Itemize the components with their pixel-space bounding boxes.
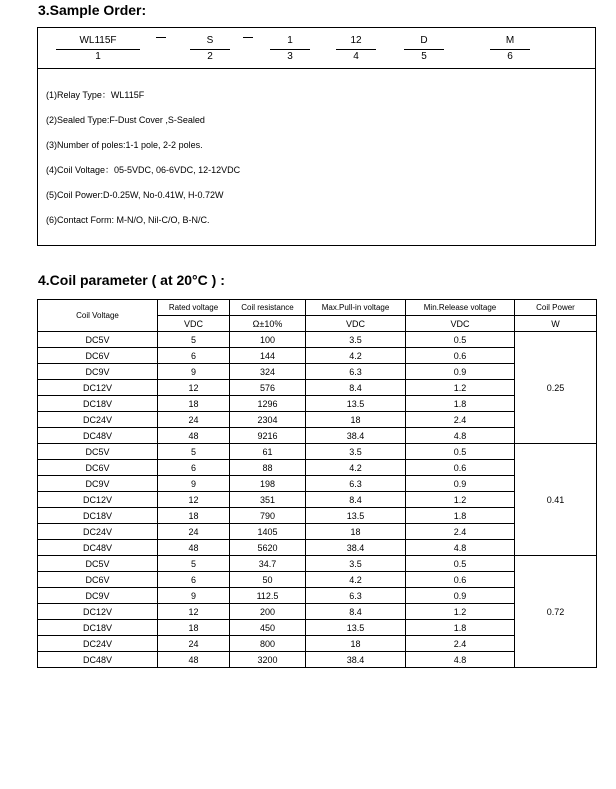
cell-rated-voltage: 5 (158, 444, 230, 460)
cell-release-voltage: 1.8 (406, 620, 515, 636)
cell-coil-resistance: 50 (230, 572, 306, 588)
cell-rated-voltage: 18 (158, 508, 230, 524)
cell-rated-voltage: 24 (158, 412, 230, 428)
cell-release-voltage: 0.5 (406, 444, 515, 460)
cell-pull-in-voltage: 8.4 (306, 492, 406, 508)
cell-pull-in-voltage: 38.4 (306, 428, 406, 444)
cell-pull-in-voltage: 8.4 (306, 604, 406, 620)
table-row (38, 396, 597, 412)
relay-type-description: (1)Relay Type：WL115F (46, 90, 145, 100)
unit-coil-resistance: Ω±10% (230, 316, 306, 332)
order-code-segment (490, 35, 530, 64)
table-row (38, 380, 597, 396)
cell-coil-resistance: 351 (230, 492, 306, 508)
cell-release-voltage: 0.6 (406, 460, 515, 476)
cell-coil-resistance: 5620 (230, 540, 306, 556)
unit-pull-in-voltage: VDC (306, 316, 406, 332)
cell-rated-voltage: 48 (158, 428, 230, 444)
cell-rated-voltage: 12 (158, 492, 230, 508)
table-row (38, 604, 597, 620)
cell-pull-in-voltage: 18 (306, 636, 406, 652)
cell-coil-voltage: DC48V (38, 652, 158, 668)
header-coil-resistance: Coil resistance (230, 300, 306, 316)
cell-coil-voltage: DC6V (38, 572, 158, 588)
cell-coil-voltage: DC48V (38, 428, 158, 444)
cell-coil-power: 0.72 (515, 556, 597, 668)
cell-coil-voltage: DC9V (38, 364, 158, 380)
cell-coil-resistance: 198 (230, 476, 306, 492)
cell-release-voltage: 4.8 (406, 652, 515, 668)
cell-coil-voltage: DC6V (38, 460, 158, 476)
cell-coil-voltage: DC6V (38, 348, 158, 364)
table-header-row (38, 300, 597, 316)
cell-coil-resistance: 61 (230, 444, 306, 460)
cell-coil-resistance: 88 (230, 460, 306, 476)
table-row (38, 412, 597, 428)
cell-pull-in-voltage: 3.5 (306, 556, 406, 572)
cell-coil-voltage: DC12V (38, 604, 158, 620)
order-code-index: 4 (353, 51, 359, 62)
cell-coil-voltage: DC24V (38, 412, 158, 428)
cell-coil-resistance: 450 (230, 620, 306, 636)
cell-coil-resistance: 1405 (230, 524, 306, 540)
cell-pull-in-voltage: 8.4 (306, 380, 406, 396)
cell-coil-resistance: 800 (230, 636, 306, 652)
cell-release-voltage: 0.9 (406, 476, 515, 492)
cell-release-voltage: 4.8 (406, 540, 515, 556)
cell-coil-voltage: DC9V (38, 476, 158, 492)
cell-release-voltage: 0.6 (406, 348, 515, 364)
cell-pull-in-voltage: 4.2 (306, 572, 406, 588)
cell-pull-in-voltage: 3.5 (306, 444, 406, 460)
cell-pull-in-voltage: 6.3 (306, 476, 406, 492)
order-code-value: M (490, 35, 530, 50)
cell-release-voltage: 1.2 (406, 380, 515, 396)
table-row (38, 492, 597, 508)
table-row (38, 636, 597, 652)
header-coil-voltage: Coil Voltage (38, 300, 158, 332)
table-row (38, 348, 597, 364)
cell-pull-in-voltage: 6.3 (306, 364, 406, 380)
contact-form-description: (6)Contact Form: M-N/O, Nil-C/O, B-N/C. (46, 215, 210, 225)
order-code-dash (156, 37, 166, 38)
cell-pull-in-voltage: 38.4 (306, 652, 406, 668)
cell-coil-voltage: DC12V (38, 380, 158, 396)
cell-coil-resistance: 34.7 (230, 556, 306, 572)
cell-coil-voltage: DC5V (38, 332, 158, 348)
cell-release-voltage: 2.4 (406, 636, 515, 652)
order-code-segment (404, 35, 444, 64)
cell-coil-resistance: 9216 (230, 428, 306, 444)
coil-voltage-description: (4)Coil Voltage：05-5VDC, 06-6VDC, 12-12VDC (46, 165, 241, 175)
cell-pull-in-voltage: 13.5 (306, 508, 406, 524)
table-row (38, 652, 597, 668)
order-code-index: 2 (207, 51, 213, 62)
cell-coil-voltage: DC48V (38, 540, 158, 556)
table-row (38, 364, 597, 380)
cell-coil-resistance: 144 (230, 348, 306, 364)
cell-pull-in-voltage: 4.2 (306, 460, 406, 476)
cell-pull-in-voltage: 38.4 (306, 540, 406, 556)
cell-rated-voltage: 9 (158, 588, 230, 604)
cell-coil-voltage: DC12V (38, 492, 158, 508)
poles-description: (3)Number of poles:1-1 pole, 2-2 poles. (46, 140, 203, 150)
sealed-type-description: (2)Sealed Type:F-Dust Cover ,S-Sealed (46, 115, 205, 125)
cell-rated-voltage: 24 (158, 524, 230, 540)
coil-parameter-table (37, 299, 597, 668)
cell-rated-voltage: 48 (158, 652, 230, 668)
order-divider (38, 68, 595, 69)
cell-pull-in-voltage: 18 (306, 524, 406, 540)
order-code-index: 6 (507, 51, 513, 62)
header-pull-in-voltage: Max.Pull-in voltage (306, 300, 406, 316)
header-release-voltage: Min.Release voltage (406, 300, 515, 316)
order-code-value: D (404, 35, 444, 50)
cell-release-voltage: 2.4 (406, 412, 515, 428)
table-row (38, 620, 597, 636)
header-rated-voltage: Rated voltage (158, 300, 230, 316)
cell-coil-voltage: DC24V (38, 524, 158, 540)
cell-rated-voltage: 48 (158, 540, 230, 556)
cell-coil-resistance: 200 (230, 604, 306, 620)
cell-rated-voltage: 5 (158, 332, 230, 348)
sample-order-heading: 3.Sample Order: (38, 2, 147, 18)
cell-release-voltage: 4.8 (406, 428, 515, 444)
table-row (38, 588, 597, 604)
cell-release-voltage: 0.5 (406, 332, 515, 348)
cell-pull-in-voltage: 4.2 (306, 348, 406, 364)
cell-coil-voltage: DC18V (38, 620, 158, 636)
coil-table-body (38, 332, 597, 668)
cell-pull-in-voltage: 13.5 (306, 396, 406, 412)
cell-coil-voltage: DC5V (38, 556, 158, 572)
table-row (38, 476, 597, 492)
cell-rated-voltage: 6 (158, 460, 230, 476)
order-code-value: WL115F (56, 35, 140, 50)
cell-rated-voltage: 9 (158, 364, 230, 380)
table-row (38, 460, 597, 476)
cell-release-voltage: 1.8 (406, 396, 515, 412)
cell-coil-resistance: 2304 (230, 412, 306, 428)
header-coil-power: Coil Power (515, 300, 597, 316)
cell-coil-resistance: 1296 (230, 396, 306, 412)
table-row (38, 428, 597, 444)
order-code-segment (56, 35, 140, 64)
cell-release-voltage: 1.8 (406, 508, 515, 524)
cell-pull-in-voltage: 13.5 (306, 620, 406, 636)
cell-pull-in-voltage: 6.3 (306, 588, 406, 604)
table-row (38, 572, 597, 588)
table-row (38, 508, 597, 524)
cell-coil-resistance: 324 (230, 364, 306, 380)
cell-coil-voltage: DC9V (38, 588, 158, 604)
order-code-value: 1 (270, 35, 310, 50)
table-row (38, 444, 597, 460)
order-code-index: 5 (421, 51, 427, 62)
cell-coil-voltage: DC24V (38, 636, 158, 652)
order-code-segment (270, 35, 310, 64)
order-code-row (38, 28, 595, 68)
order-code-index: 3 (287, 51, 293, 62)
order-code-segment (190, 35, 230, 64)
table-row (38, 540, 597, 556)
cell-release-voltage: 0.5 (406, 556, 515, 572)
cell-release-voltage: 0.9 (406, 588, 515, 604)
cell-coil-resistance: 3200 (230, 652, 306, 668)
unit-release-voltage: VDC (406, 316, 515, 332)
order-code-value: 12 (336, 35, 376, 50)
order-code-value: S (190, 35, 230, 50)
sample-order-box (37, 27, 596, 246)
cell-release-voltage: 1.2 (406, 492, 515, 508)
cell-release-voltage: 2.4 (406, 524, 515, 540)
cell-pull-in-voltage: 18 (306, 412, 406, 428)
order-code-segment (336, 35, 376, 64)
cell-release-voltage: 1.2 (406, 604, 515, 620)
cell-pull-in-voltage: 3.5 (306, 332, 406, 348)
cell-rated-voltage: 18 (158, 396, 230, 412)
order-code-dash (243, 37, 253, 38)
table-row (38, 332, 597, 348)
coil-parameter-heading: 4.Coil parameter ( at 20°C ) : (38, 272, 225, 288)
cell-rated-voltage: 12 (158, 604, 230, 620)
cell-coil-power: 0.25 (515, 332, 597, 444)
cell-rated-voltage: 5 (158, 556, 230, 572)
unit-rated-voltage: VDC (158, 316, 230, 332)
order-code-index: 1 (95, 51, 101, 62)
table-row (38, 524, 597, 540)
cell-rated-voltage: 9 (158, 476, 230, 492)
cell-coil-voltage: DC18V (38, 396, 158, 412)
cell-coil-resistance: 576 (230, 380, 306, 396)
table-row (38, 556, 597, 572)
cell-rated-voltage: 24 (158, 636, 230, 652)
cell-rated-voltage: 6 (158, 572, 230, 588)
cell-rated-voltage: 18 (158, 620, 230, 636)
cell-coil-voltage: DC5V (38, 444, 158, 460)
cell-coil-voltage: DC18V (38, 508, 158, 524)
coil-power-description: (5)Coil Power:D-0.25W, No-0.41W, H-0.72W (46, 190, 224, 200)
cell-release-voltage: 0.6 (406, 572, 515, 588)
cell-rated-voltage: 6 (158, 348, 230, 364)
cell-release-voltage: 0.9 (406, 364, 515, 380)
cell-coil-resistance: 100 (230, 332, 306, 348)
cell-coil-power: 0.41 (515, 444, 597, 556)
cell-rated-voltage: 12 (158, 380, 230, 396)
cell-coil-resistance: 790 (230, 508, 306, 524)
unit-coil-power: W (515, 316, 597, 332)
cell-coil-resistance: 112.5 (230, 588, 306, 604)
